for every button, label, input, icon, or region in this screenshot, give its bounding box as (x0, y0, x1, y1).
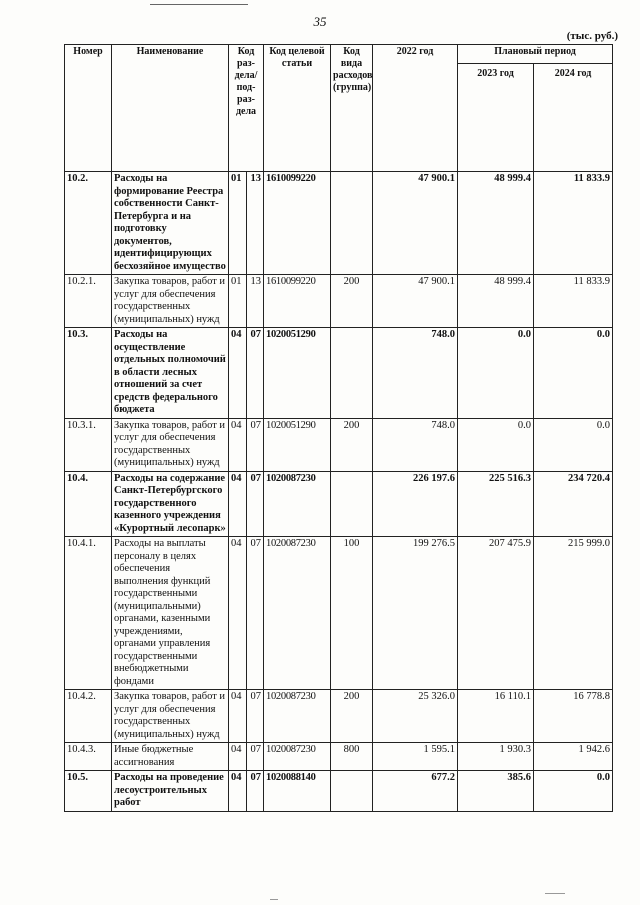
row-amount-2023: 207 475.9 (458, 537, 534, 690)
row-amount-2023: 1 930.3 (458, 743, 534, 771)
table-row (65, 471, 613, 537)
row-name: Расходы на выплаты персоналу в целях обеспечения выполнения функций государственными (муниципальными) органами, казенными учреждениями, органами управления государственными внебюджетными фондами (112, 537, 229, 690)
header-planned-period: Плановый период (458, 45, 613, 64)
table-row (65, 537, 613, 690)
row-number: 10.4. (65, 471, 112, 537)
header-number: Номер (65, 45, 112, 172)
row-expense-type: 800 (331, 743, 373, 771)
table-header (65, 45, 613, 172)
row-number: 10.3. (65, 328, 112, 419)
row-subsection-code: 07 (247, 471, 264, 537)
header-name: Наименование (112, 45, 229, 172)
row-subsection-code: 07 (247, 690, 264, 743)
row-section-code: 04 (229, 471, 247, 537)
scan-mark (545, 893, 565, 894)
row-subsection-code: 07 (247, 771, 264, 812)
row-amount-2022: 199 276.5 (373, 537, 458, 690)
row-number: 10.4.3. (65, 743, 112, 771)
row-amount-2023: 0.0 (458, 328, 534, 419)
row-expense-type (331, 471, 373, 537)
row-section-code: 04 (229, 743, 247, 771)
row-amount-2022: 226 197.6 (373, 471, 458, 537)
row-name: Закупка товаров, работ и услуг для обеспечения государственных (муниципальных) нужд (112, 275, 229, 328)
header-target-code: Код целевой статьи (264, 45, 331, 172)
row-name: Расходы на формирование Реестра собственности Санкт-Петербурга и на подготовку документов, идентифицирующих бесхозяйное имущество (112, 172, 229, 275)
row-subsection-code: 07 (247, 418, 264, 471)
row-target-code: 1020087230 (264, 471, 331, 537)
row-amount-2023: 48 999.4 (458, 172, 534, 275)
table-row (65, 275, 613, 328)
row-section-code: 04 (229, 418, 247, 471)
row-name: Закупка товаров, работ и услуг для обеспечения государственных (муниципальных) нужд (112, 418, 229, 471)
row-amount-2024: 0.0 (534, 418, 613, 471)
header-year-2022: 2022 год (373, 45, 458, 172)
row-amount-2022: 677.2 (373, 771, 458, 812)
row-target-code: 1020051290 (264, 418, 331, 471)
row-name: Закупка товаров, работ и услуг для обеспечения государственных (муниципальных) нужд (112, 690, 229, 743)
header-year-2023: 2023 год (458, 64, 534, 172)
row-target-code: 1020087230 (264, 537, 331, 690)
row-amount-2024: 0.0 (534, 328, 613, 419)
row-amount-2024: 16 778.8 (534, 690, 613, 743)
row-number: 10.5. (65, 771, 112, 812)
table-row (65, 328, 613, 419)
row-amount-2023: 16 110.1 (458, 690, 534, 743)
row-target-code: 1020051290 (264, 328, 331, 419)
row-name: Иные бюджетные ассигнования (112, 743, 229, 771)
row-number: 10.2. (65, 172, 112, 275)
row-amount-2023: 225 516.3 (458, 471, 534, 537)
row-subsection-code: 13 (247, 275, 264, 328)
header-section-code: Код раз-дела/ под-раз-дела (229, 45, 264, 172)
row-number: 10.2.1. (65, 275, 112, 328)
row-amount-2022: 748.0 (373, 418, 458, 471)
table-row (65, 172, 613, 275)
row-expense-type (331, 771, 373, 812)
row-number: 10.3.1. (65, 418, 112, 471)
row-amount-2024: 1 942.6 (534, 743, 613, 771)
row-amount-2024: 234 720.4 (534, 471, 613, 537)
row-subsection-code: 07 (247, 743, 264, 771)
row-amount-2022: 47 900.1 (373, 172, 458, 275)
row-expense-type: 100 (331, 537, 373, 690)
row-amount-2022: 47 900.1 (373, 275, 458, 328)
row-amount-2023: 48 999.4 (458, 275, 534, 328)
row-expense-type: 200 (331, 690, 373, 743)
page-number: 35 (313, 14, 327, 29)
row-amount-2022: 748.0 (373, 328, 458, 419)
row-amount-2023: 385.6 (458, 771, 534, 812)
table-row (65, 418, 613, 471)
table-row (65, 690, 613, 743)
table-row (65, 771, 613, 812)
row-amount-2024: 11 833.9 (534, 172, 613, 275)
row-target-code: 1020088140 (264, 771, 331, 812)
row-expense-type: 200 (331, 418, 373, 471)
scan-mark (270, 899, 278, 900)
row-name: Расходы на содержание Санкт-Петербургского государственного казенного учреждения «Курортный лесопарк» (112, 471, 229, 537)
header-expense-type-code: Код вида расходов (группа) (331, 45, 373, 172)
row-expense-type (331, 328, 373, 419)
header-year-2024: 2024 год (534, 64, 613, 172)
row-expense-type (331, 172, 373, 275)
row-subsection-code: 13 (247, 172, 264, 275)
row-number: 10.4.1. (65, 537, 112, 690)
row-expense-type: 200 (331, 275, 373, 328)
row-section-code: 04 (229, 771, 247, 812)
row-amount-2022: 1 595.1 (373, 743, 458, 771)
units-label: (тыс. руб.) (566, 30, 618, 42)
row-name: Расходы на осуществление отдельных полномочий в области лесных отношений за счет средств федерального бюджета (112, 328, 229, 419)
row-section-code: 04 (229, 690, 247, 743)
table-body (65, 172, 613, 812)
row-name: Расходы на проведение лесоустроительных работ (112, 771, 229, 812)
row-target-code: 1610099220 (264, 275, 331, 328)
row-section-code: 04 (229, 537, 247, 690)
row-number: 10.4.2. (65, 690, 112, 743)
row-section-code: 01 (229, 275, 247, 328)
row-section-code: 04 (229, 328, 247, 419)
row-amount-2023: 0.0 (458, 418, 534, 471)
row-subsection-code: 07 (247, 537, 264, 690)
row-amount-2024: 11 833.9 (534, 275, 613, 328)
table-row (65, 743, 613, 771)
row-amount-2022: 25 326.0 (373, 690, 458, 743)
row-target-code: 1020087230 (264, 743, 331, 771)
row-section-code: 01 (229, 172, 247, 275)
row-target-code: 1020087230 (264, 690, 331, 743)
row-target-code: 1610099220 (264, 172, 331, 275)
budget-table (64, 44, 613, 812)
row-subsection-code: 07 (247, 328, 264, 419)
header-rule (150, 4, 248, 5)
row-amount-2024: 0.0 (534, 771, 613, 812)
row-amount-2024: 215 999.0 (534, 537, 613, 690)
